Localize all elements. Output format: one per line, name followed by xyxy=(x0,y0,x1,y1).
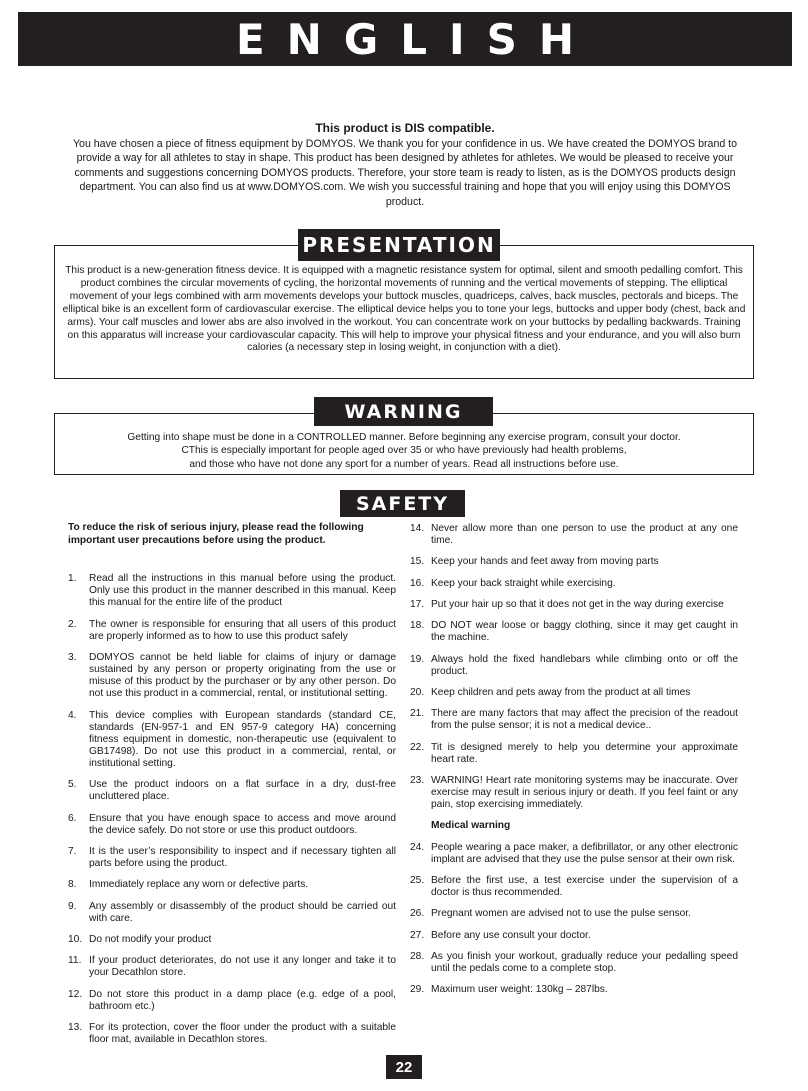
safety-item xyxy=(68,901,396,925)
safety-item-text: For its protection, cover the floor under the product with a suitable floor mat, available in Decathlon stores. xyxy=(89,1022,396,1046)
safety-item-text: It is the user’s responsibility to inspect and if necessary tighten all parts before using the product. xyxy=(89,846,396,870)
safety-item-text: Put your hair up so that it does not get in the way during exercise xyxy=(431,598,724,610)
safety-left-list xyxy=(68,573,396,1046)
safety-item xyxy=(410,842,738,866)
safety-item-text: Keep children and pets away from the product at all times xyxy=(431,686,691,698)
safety-item-text: Keep your back straight while exercising. xyxy=(431,577,616,589)
safety-item xyxy=(410,620,738,644)
medical-warning-heading: Medical warning xyxy=(431,820,511,832)
safety-item-text: DOMYOS cannot be held liable for claims of injury or damage sustained by any person or property originating from the use or misuse of this product by the purchaser or by any other person. Do not use this product in a commercial, rental, or institutional setting. xyxy=(89,652,396,700)
safety-item-number: 23. xyxy=(410,775,425,786)
safety-heading: SAFETY xyxy=(340,490,465,517)
safety-item xyxy=(68,710,396,770)
safety-item-number: 25. xyxy=(410,874,425,886)
safety-item-number: 17. xyxy=(410,598,425,610)
intro-body: You have chosen a piece of fitness equipment by DOMYOS. We thank you for your confidence in us. We have created the DOMYOS brand to provide a way for all athletes to stay in shape. This product has been designed by athletes for athletes. We would be pleased to receive your comments and suggestions concerning DOMYOS products. Therefore, your store team is ready to listen, as is the DOMYOS products design department. You can also find us at www.DOMYOS.com. We wish you successful training and hope that you will enjoy using this DOMYOS product. xyxy=(72,137,738,208)
safety-item xyxy=(410,556,738,568)
page-number: 22 xyxy=(386,1055,422,1079)
safety-item-text: Before the first use, a test exercise under the supervision of a doctor is thus recommended. xyxy=(431,874,738,899)
safety-item-text: If your product deteriorates, do not use it any longer and take it to your Decathlon store. xyxy=(89,955,396,979)
safety-item-text: The owner is responsible for ensuring that all users of this product are properly informed as to how to use this product safely xyxy=(89,618,396,642)
safety-item-number: 28. xyxy=(410,950,425,962)
safety-item-number: 8. xyxy=(68,879,77,891)
safety-item-number: 1. xyxy=(68,573,77,585)
safety-item xyxy=(410,908,738,920)
safety-item-text: Immediately replace any worn or defective parts. xyxy=(89,879,309,891)
safety-item-number: 18. xyxy=(410,620,425,632)
safety-item-text: Before any use consult your doctor. xyxy=(431,929,591,941)
safety-item-number: 10. xyxy=(68,934,83,946)
safety-item-text: WARNING! Heart rate monitoring systems may be inaccurate. Over exercise may result in serious injury or death. If you feel faint or any pain, stop exercising immediately. xyxy=(431,775,738,811)
safety-item xyxy=(410,687,738,699)
safety-item-number: 20. xyxy=(410,686,425,698)
language-title: ENGLISH xyxy=(235,14,597,64)
safety-item xyxy=(410,742,738,766)
safety-item-number: 4. xyxy=(68,709,77,721)
safety-item-number: 14. xyxy=(410,523,425,534)
safety-item xyxy=(68,1022,396,1046)
safety-item-number: 11. xyxy=(68,955,82,967)
safety-item-text: Pregnant women are advised not to use the pulse sensor. xyxy=(431,908,691,920)
safety-item xyxy=(68,779,396,803)
safety-item-text: Use the product indoors on a flat surface in a dry, dust-free uncluttered place. xyxy=(89,779,396,803)
safety-item-number: 16. xyxy=(410,577,425,589)
safety-item xyxy=(68,813,396,837)
safety-item-text: Maximum user weight: 130kg – 287lbs. xyxy=(431,984,608,996)
safety-item xyxy=(68,879,396,891)
warning-heading: WARNING xyxy=(314,397,493,426)
safety-item-text: This device complies with European standards (standard CE, standards (EN-957-1 and EN 957-9 category HA) concerning fitness equipment in domestic, non-therapeutic use (equivalent to GB17498). Do not use this product in a commercial, rental, or institutional setting. xyxy=(89,709,396,769)
safety-item xyxy=(68,846,396,870)
language-banner xyxy=(18,12,792,66)
safety-item-text: Tit is designed merely to help you determine your approximate heart rate. xyxy=(431,741,738,765)
safety-item-number: 22. xyxy=(410,741,425,753)
safety-item-text: As you finish your workout, gradually reduce your pedalling speed until the pedals come to a complete stop. xyxy=(431,950,738,974)
warning-line-2: CThis is especially important for people aged over 35 or who have previously had health problems, xyxy=(181,445,627,457)
intro-lead: This product is DIS compatible. xyxy=(315,121,495,135)
safety-item-text: Ensure that you have enough space to access and move around the device safely. Do not store or use this product outdoors. xyxy=(89,812,396,836)
safety-right-column xyxy=(410,523,738,1006)
safety-item xyxy=(410,523,738,547)
safety-left-column xyxy=(68,522,396,1055)
safety-item-number: 27. xyxy=(410,929,425,941)
safety-item xyxy=(68,619,396,643)
safety-item xyxy=(410,599,738,611)
safety-item-text: Never allow more than one person to use the product at any one time. xyxy=(431,523,738,547)
safety-item-number: 5. xyxy=(68,779,77,791)
safety-item-number: 15. xyxy=(410,556,425,568)
safety-right-list-2 xyxy=(410,842,738,997)
safety-item-text: Keep your hands and feet away from moving parts xyxy=(431,556,659,568)
safety-item xyxy=(410,951,738,975)
safety-item xyxy=(68,955,396,979)
safety-item xyxy=(410,875,738,899)
safety-leadin: To reduce the risk of serious injury, please read the following important user precautions before using the product. xyxy=(68,522,364,546)
safety-item-text: Any assembly or disassembly of the product should be carried out with care. xyxy=(89,900,396,924)
safety-item-text: People wearing a pace maker, a defibrillator, or any other electronic implant are advised that they use the pulse sensor at their own risk. xyxy=(431,841,738,865)
safety-item-number: 13. xyxy=(68,1022,83,1034)
safety-item xyxy=(410,578,738,590)
safety-item-text: There are many factors that may affect the precision of the readout from the pulse sensor; it is not a medical device.. xyxy=(431,708,738,732)
presentation-text: This product is a new-generation fitness device. It is equipped with a magnetic resistance system for optimal, silent and smooth pedalling comfort. This product combines the circular movements of cycling, the horizontal movements of running and the vertical movements of stepping. The elliptical movement of your legs combined with arm movements develops your buttock muscles, quadriceps, calves, back muscles, pectorals and biceps. The elliptical bike is an excellent form of cardiovascular exercise. The elliptical device helps you to tone your legs, buttocks and upper body (chest, back and arms). Your calf muscles and lower abs are also involved in the workout. You can concentrate work on your buttocks by pedalling backwards. Training on this apparatus will increase your cardiovascular capacity. This will help to improve your physical fitness and your endurance, and you will also burn calories (a necessary step in losing weight, in conjunction with a diet). xyxy=(62,265,746,354)
safety-item-number: 29. xyxy=(410,984,425,996)
safety-item xyxy=(68,989,396,1013)
safety-item-number: 2. xyxy=(68,618,77,630)
safety-item xyxy=(68,934,396,946)
presentation-box xyxy=(54,245,754,379)
safety-item xyxy=(68,573,396,609)
safety-item-number: 9. xyxy=(68,900,77,912)
safety-item-number: 19. xyxy=(410,653,425,665)
safety-right-list xyxy=(410,523,738,811)
warning-line-3: and those who have not done any sport for a number of years. Read all instructions before use. xyxy=(189,458,619,470)
safety-item-number: 26. xyxy=(410,908,425,920)
safety-item-text: Read all the instructions in this manual before using the product. Only use this product in the manner described in this manual. Keep this manual for the entire life of the product xyxy=(89,573,396,609)
safety-item xyxy=(410,775,738,811)
intro-section xyxy=(60,121,750,210)
safety-item-text: Do not store this product in a damp place (e.g. edge of a pool, bathroom etc.) xyxy=(89,988,396,1012)
safety-item-text: Always hold the fixed handlebars while climbing onto or off the product. xyxy=(431,653,738,677)
presentation-heading: PRESENTATION xyxy=(298,229,500,261)
safety-item xyxy=(410,984,738,996)
safety-item xyxy=(410,708,738,732)
safety-item-text: DO NOT wear loose or baggy clothing, since it may get caught in the machine. xyxy=(431,620,738,644)
safety-item-number: 12. xyxy=(68,988,83,1000)
safety-item xyxy=(410,930,738,942)
safety-item-text: Do not modify your product xyxy=(89,934,212,946)
safety-item-number: 21. xyxy=(410,708,425,720)
safety-item xyxy=(68,652,396,700)
safety-item xyxy=(410,654,738,678)
warning-line-1: Getting into shape must be done in a CONTROLLED manner. Before beginning any exercise program, consult your doctor. xyxy=(127,432,681,443)
safety-item-number: 6. xyxy=(68,812,77,824)
safety-item-number: 3. xyxy=(68,652,77,664)
safety-item-number: 24. xyxy=(410,841,425,853)
safety-item-number: 7. xyxy=(68,846,77,857)
